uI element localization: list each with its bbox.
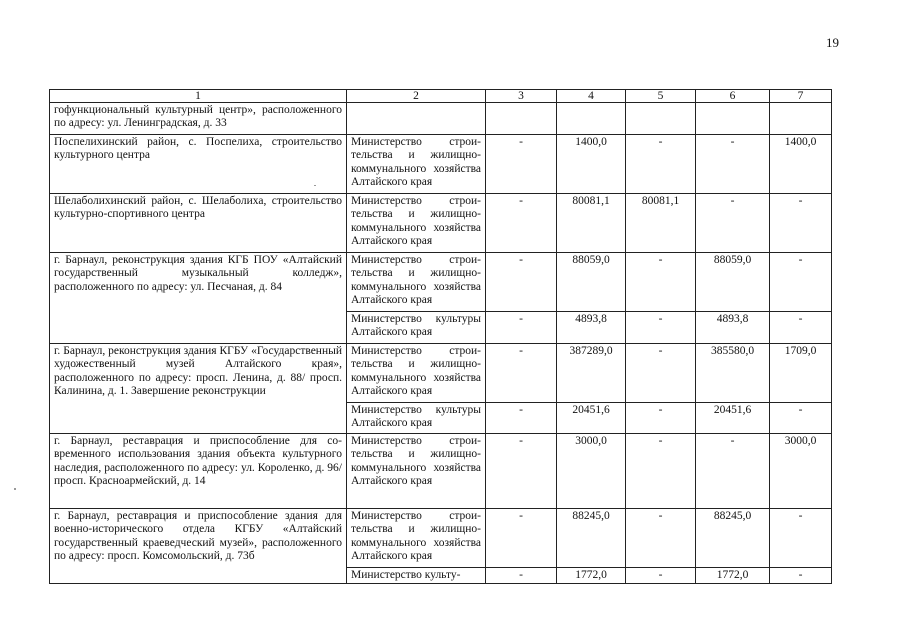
- value-cell: -: [770, 509, 832, 568]
- object-description: г. Барнаул, реставрация и приспособление для современного использования здания объекта культурного наследия, расположенного по адресу: ул. Короленко, д. 96/просп. Красноармейский, д. 14: [50, 434, 347, 509]
- responsible-body: Министерство культуры Алтайского края: [347, 403, 486, 434]
- value-cell: 4893,8: [696, 312, 770, 344]
- value-cell: -: [696, 434, 770, 509]
- responsible-body: Министерство строительства и жилищно-коммунального хозяйства Алтайского края: [347, 434, 486, 509]
- value-cell: -: [486, 194, 557, 253]
- table-row: [50, 135, 832, 194]
- column-header: 4: [557, 90, 626, 103]
- object-description: Шелаболихинский район, с. Шелаболиха, строительство культурно-спортивного центра: [50, 194, 347, 253]
- value-cell: -: [770, 253, 832, 312]
- value-cell: -: [626, 568, 696, 584]
- value-cell: -: [770, 403, 832, 434]
- value-cell: -: [486, 312, 557, 344]
- object-description: гофункциональный культурный центр», расположенного по адресу: ул. Ленинградская, д. 33: [50, 103, 347, 135]
- value-cell: 1772,0: [557, 568, 626, 584]
- value-cell: 4893,8: [557, 312, 626, 344]
- table-row: [50, 509, 832, 568]
- value-cell: 1400,0: [770, 135, 832, 194]
- value-cell: 385580,0: [696, 344, 770, 403]
- column-header: 1: [50, 90, 347, 103]
- value-cell: -: [486, 403, 557, 434]
- value-cell: -: [770, 312, 832, 344]
- value-cell: -: [486, 509, 557, 568]
- financing-table: [49, 89, 832, 584]
- value-cell: 1709,0: [770, 344, 832, 403]
- table-row: [50, 103, 832, 135]
- value-cell: -: [626, 253, 696, 312]
- responsible-body: [347, 103, 486, 135]
- value-cell: [770, 103, 832, 135]
- value-cell: 88245,0: [696, 509, 770, 568]
- value-cell: [486, 103, 557, 135]
- value-cell: 88059,0: [557, 253, 626, 312]
- value-cell: 387289,0: [557, 344, 626, 403]
- value-cell: -: [626, 403, 696, 434]
- value-cell: 80081,1: [557, 194, 626, 253]
- value-cell: -: [770, 568, 832, 584]
- value-cell: 1400,0: [557, 135, 626, 194]
- value-cell: -: [626, 344, 696, 403]
- object-description: Поспелихинский район, с. Поспелиха, строительство культурного центра: [50, 135, 347, 194]
- value-cell: [557, 103, 626, 135]
- value-cell: -: [626, 434, 696, 509]
- table-row: [50, 434, 832, 509]
- value-cell: 88245,0: [557, 509, 626, 568]
- value-cell: -: [696, 135, 770, 194]
- value-cell: 1772,0: [696, 568, 770, 584]
- scan-speck: [314, 185, 316, 186]
- value-cell: -: [486, 135, 557, 194]
- value-cell: 20451,6: [696, 403, 770, 434]
- scan-speck: [14, 488, 16, 490]
- column-header: 6: [696, 90, 770, 103]
- table-row: [50, 194, 832, 253]
- table-header-row: [50, 90, 832, 103]
- value-cell: -: [626, 509, 696, 568]
- value-cell: 20451,6: [557, 403, 626, 434]
- responsible-body: Министерство культу-: [347, 568, 486, 584]
- responsible-body: Министерство строительства и жилищно-коммунального хозяйства Алтайского края: [347, 509, 486, 568]
- column-header: 2: [347, 90, 486, 103]
- table-row: [50, 253, 832, 312]
- value-cell: 88059,0: [696, 253, 770, 312]
- responsible-body: Министерство строительства и жилищно-коммунального хозяйства Алтайского края: [347, 344, 486, 403]
- column-header: 3: [486, 90, 557, 103]
- value-cell: [626, 103, 696, 135]
- value-cell: 3000,0: [770, 434, 832, 509]
- value-cell: -: [486, 568, 557, 584]
- responsible-body: Министерство строительства и жилищно-коммунального хозяйства Алтайского края: [347, 194, 486, 253]
- value-cell: -: [626, 135, 696, 194]
- value-cell: -: [486, 253, 557, 312]
- value-cell: 3000,0: [557, 434, 626, 509]
- object-description: г. Барнаул, реконструкция здания КГБ ПОУ «Алтайский государственный музыкальный колледж», расположенного по адресу: ул. Песчаная, д. 84: [50, 253, 347, 344]
- object-description: г. Барнаул, реставрация и приспособление здания для военно-исторического отдела КГБУ «Алтайский государственный краеведческий музей», расположенного по адресу: просп. Комсомольский, д. 73б: [50, 509, 347, 584]
- responsible-body: Министерство строительства и жилищно-коммунального хозяйства Алтайского края: [347, 135, 486, 194]
- column-header: 5: [626, 90, 696, 103]
- value-cell: -: [696, 194, 770, 253]
- responsible-body: Министерство культуры Алтайского края: [347, 312, 486, 344]
- value-cell: 80081,1: [626, 194, 696, 253]
- value-cell: -: [486, 344, 557, 403]
- value-cell: -: [626, 312, 696, 344]
- value-cell: [696, 103, 770, 135]
- column-header: 7: [770, 90, 832, 103]
- table-row: [50, 344, 832, 403]
- value-cell: -: [770, 194, 832, 253]
- page-number: 19: [826, 35, 839, 50]
- value-cell: -: [486, 434, 557, 509]
- responsible-body: Министерство строительства и жилищно-коммунального хозяйства Алтайского края: [347, 253, 486, 312]
- object-description: г. Барнаул, реконструкция здания КГБУ «Государственный художественный музей Алтайского края», расположенного по адресу: просп. Ленина, д. 88/ просп. Калинина, д. 1. Завершение реконструкции: [50, 344, 347, 434]
